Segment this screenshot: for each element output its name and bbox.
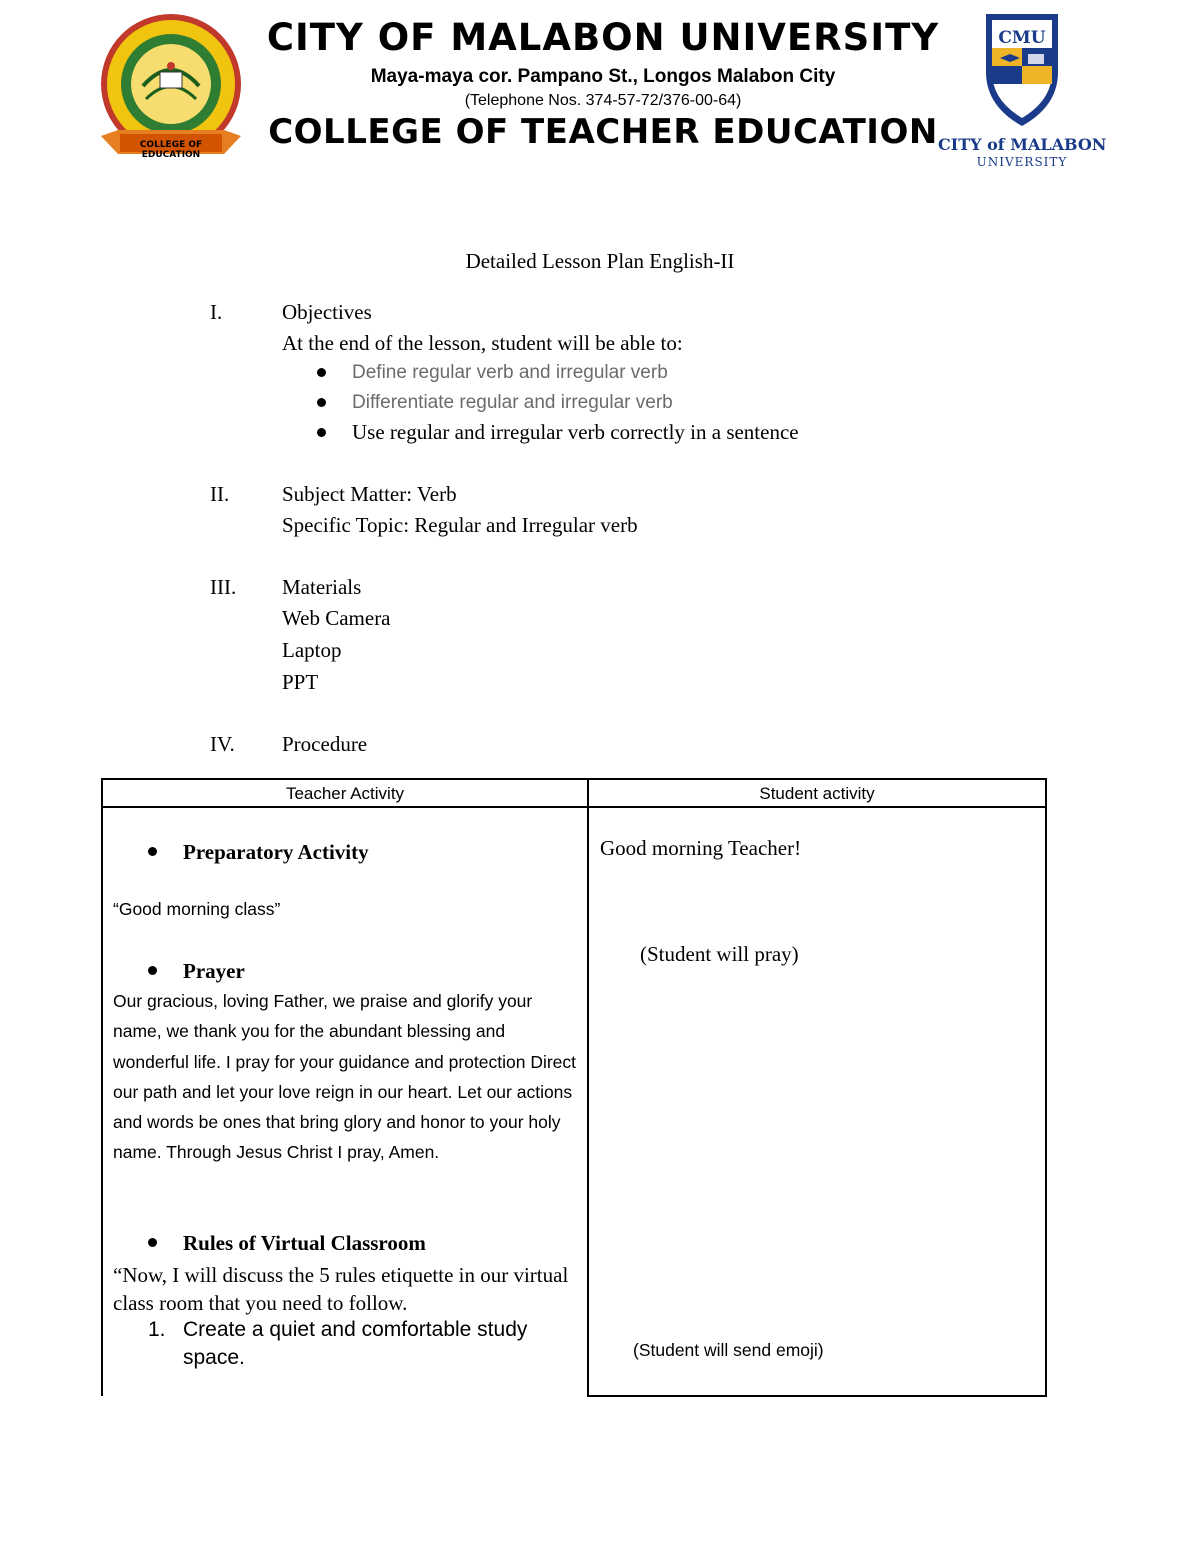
student-greeting-reply: Good morning Teacher!	[600, 836, 802, 860]
bullet-icon	[317, 368, 326, 377]
section-numeral-4: IV.	[210, 732, 235, 756]
university-address: Maya-maya cor. Pampano St., Longos Malabon City	[370, 66, 836, 87]
logo-banner-text: COLLEGE OF EDUCATION	[139, 140, 203, 160]
objectives-intro: At the end of the lesson, student will be able to:	[282, 331, 683, 355]
bullet-icon	[317, 428, 326, 437]
teacher-activity-header: Teacher Activity	[285, 784, 405, 803]
telephone-numbers: (Telephone Nos. 374-57-72/376-00-64)	[464, 92, 742, 109]
materials-heading: Materials	[282, 575, 362, 599]
prayer-text: Our gracious, loving Father, we praise and glorify your name, we thank you for the abundant blessing and wonderful life. I pray for your guidance and protection Direct our path and let your love reign in our heart. Let our actions and words be ones that bring glory and honor to your holy name. Through Jesus Christ I pray, Amen.	[113, 991, 577, 1163]
objective-item: Differentiate regular and irregular verb	[352, 392, 673, 413]
bullet-icon	[148, 847, 157, 856]
rules-heading: Rules of Virtual Classroom	[183, 1231, 426, 1255]
objective-item: Use regular and irregular verb correctly in a sentence	[352, 420, 799, 444]
student-activity-header: Student activity	[759, 784, 875, 803]
section-numeral-1: I.	[210, 300, 223, 324]
rules-intro: “Now, I will discuss the 5 rules etiquette in our virtual class room that you need to follow.	[113, 1263, 569, 1315]
document-title: Detailed Lesson Plan English-II	[465, 249, 735, 273]
rule-number: 1.	[148, 1318, 166, 1341]
procedure-heading: Procedure	[282, 732, 368, 756]
preparatory-activity-heading: Preparatory Activity	[183, 840, 369, 864]
prayer-heading: Prayer	[183, 959, 245, 983]
material-item: PPT	[282, 670, 319, 694]
specific-topic: Specific Topic: Regular and Irregular verb	[282, 513, 638, 537]
student-pray: (Student will pray)	[640, 942, 799, 966]
bullet-icon	[148, 966, 157, 975]
subject-matter: Subject Matter: Verb	[282, 482, 457, 506]
college-name: COLLEGE OF TEACHER EDUCATION	[268, 112, 938, 152]
material-item: Laptop	[282, 638, 342, 662]
bullet-icon	[148, 1238, 157, 1247]
objective-item: Define regular verb and irregular verb	[352, 362, 668, 383]
material-item: Web Camera	[282, 606, 391, 630]
objectives-heading: Objectives	[282, 300, 372, 324]
student-emoji: (Student will send emoji)	[633, 1340, 824, 1360]
university-name: CITY OF MALABON UNIVERSITY	[266, 16, 940, 59]
cmu-abbreviation: CMU	[998, 28, 1046, 48]
bullet-icon	[317, 398, 326, 407]
cmu-logo-university: UNIVERSITY	[976, 155, 1068, 169]
section-numeral-2: II.	[210, 482, 230, 506]
rule-text: Create a quiet and comfortable study space.	[183, 1318, 528, 1369]
section-numeral-3: III.	[210, 575, 237, 599]
cmu-logo-name: CITY of MALABON	[938, 135, 1107, 154]
teacher-greeting: “Good morning class”	[113, 899, 281, 919]
